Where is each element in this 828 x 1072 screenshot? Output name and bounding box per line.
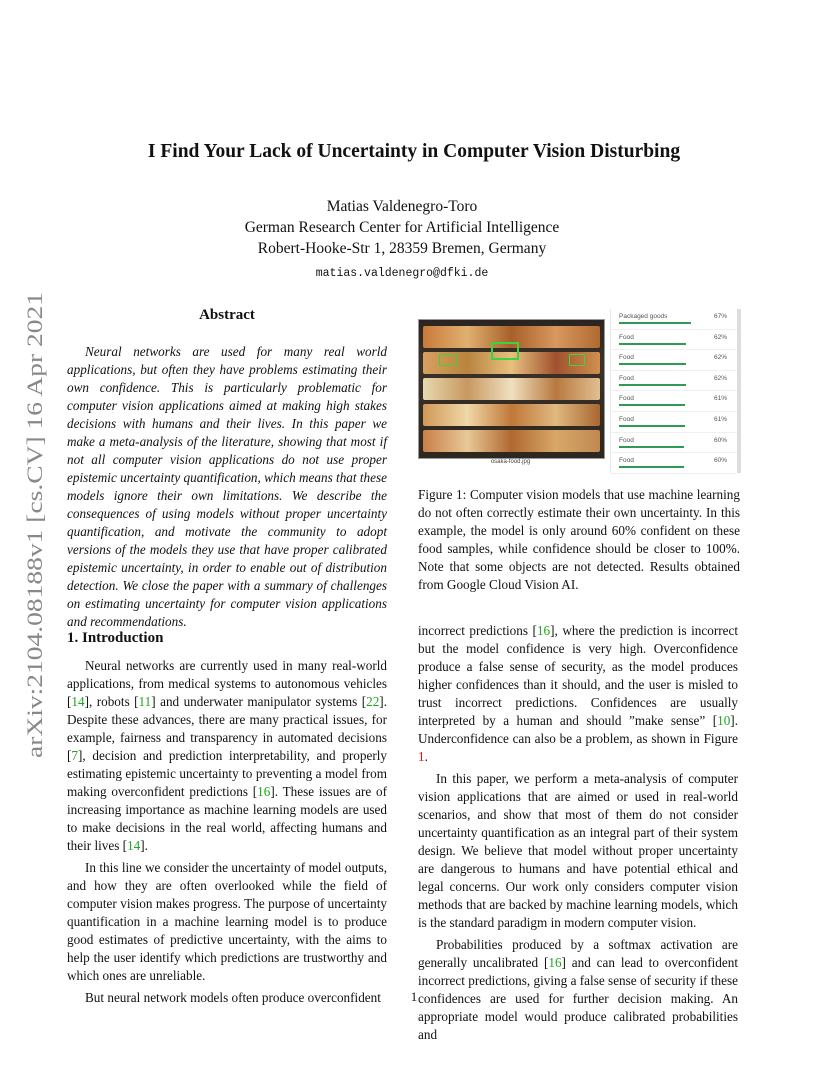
confidence-bar [619, 384, 686, 386]
prediction-label: Food [619, 415, 634, 423]
citation-link[interactable]: 16 [548, 955, 562, 970]
right-column [418, 622, 738, 1048]
prediction-label: Food [619, 436, 634, 444]
prediction-confidence: 61% [713, 415, 727, 423]
abstract-heading: Abstract [199, 307, 255, 323]
prediction-label: Packaged goods [619, 313, 668, 320]
figure-1 [418, 309, 738, 473]
detection-box [439, 354, 457, 366]
arxiv-id: arXiv:2104.08188v1 [cs.CV] 16 Apr 2021 [22, 385, 47, 758]
prediction-confidence: 67% [713, 313, 727, 320]
prediction-confidence: 62% [713, 354, 727, 362]
author-name: Matias Valdenegro-Toro [326, 198, 478, 215]
page-number: 1 [410, 989, 418, 1004]
confidence-bar [619, 466, 684, 468]
citation-link[interactable]: 16 [536, 623, 551, 638]
figure-ref-link[interactable]: 1 [418, 749, 425, 764]
intro-heading: 1. Introduction [67, 630, 164, 646]
citation-link[interactable]: 7 [71, 748, 78, 763]
prediction-row [611, 412, 737, 433]
confidence-bar [619, 343, 686, 345]
confidence-bar [619, 363, 686, 365]
author-address: Robert-Hooke-Str 1, 28359 Bremen, Germany [257, 240, 547, 257]
prediction-confidence: 60% [713, 457, 727, 465]
prediction-label: Food [619, 374, 634, 382]
prediction-label: Food [619, 457, 634, 465]
confidence-bar [619, 446, 684, 448]
prediction-label: Food [619, 354, 634, 362]
prediction-row [611, 350, 737, 371]
predictions-panel [610, 309, 741, 473]
intro-paragraph-3: But neural network models often produce overconfident [85, 990, 381, 1005]
detection-box [569, 354, 585, 366]
intro-paragraph-1: Neural networks are currently used in many real-world applications, from medical systems to autonomous vehicles [14], robots [11] and underwater manipulator systems [22]. Despite these advances, there are many practical issues, for example, fairness and transparency in automated decisions [7], decision and prediction interpretability, and properly estimating epistemic uncertainty to preventing a model from making overconfident predictions [16]. These issues are of increasing importance as machine learning models are used to make decisions in the real world, affecting humans and their lives [14]. [67, 658, 387, 853]
prediction-confidence: 62% [713, 333, 727, 341]
figure-caption: Figure 1: Computer vision models that use machine learning do not often correctly estimate their own uncertainty. In this example, the model is only around 60% confident on these food samples, while confidence should be closer to 100%. Note that some objects are not detected. Results obtained from Google Cloud Vision AI. [418, 487, 740, 592]
prediction-row [611, 309, 737, 330]
paper-title: I Find Your Lack of Uncertainty in Computer Vision Disturbing [147, 141, 681, 162]
abstract [67, 343, 387, 631]
image-filename: osaka-food.jpg [490, 459, 531, 465]
right-paragraph-1: incorrect predictions [16], where the prediction is incorrect but the model confidence is very high. Overconfidence produce a false sense of security, as the model produces higher confidences than it should, and the user is misled to trust incorrect predictions. Confidences are usually interpreted by a human and should ”make sense” [10]. Underconfidence can also be a problem, as shown in Figure 1. [418, 623, 738, 764]
citation-link[interactable]: 16 [257, 784, 271, 799]
citation-link[interactable]: 14 [127, 838, 141, 853]
confidence-bar [619, 404, 685, 406]
citation-link[interactable]: 14 [71, 694, 85, 709]
author-affiliation: German Research Center for Artificial Intelligence [244, 219, 560, 236]
right-paragraph-2: In this paper, we perform a meta-analysis of computer vision applications that are aimed or used in real-world scenarios, and show that most of them do not consider uncertainty quantification as an integral part of their system design. We believe that model without proper uncertainty are dangerous to humans and have potential ethical and legal concerns. Our work only considers computer vision methods that are backed by machine learning models, which is the standard paradigm in modern computer vision. [418, 771, 738, 930]
prediction-row [611, 371, 737, 392]
citation-link[interactable]: 11 [138, 694, 152, 709]
prediction-confidence: 61% [713, 395, 727, 403]
citation-link[interactable]: 22 [366, 694, 380, 709]
intro-section [67, 657, 387, 1011]
prediction-row [611, 391, 737, 412]
prediction-row [611, 453, 737, 474]
prediction-label: Food [619, 333, 634, 341]
author-block [0, 196, 804, 284]
prediction-confidence: 60% [713, 436, 727, 444]
food-display-photo [418, 319, 605, 459]
detection-box [491, 342, 519, 360]
arxiv-watermark [12, 290, 52, 760]
confidence-bar [619, 425, 685, 427]
prediction-row [611, 433, 737, 454]
right-paragraph-3: Probabilities produced by a softmax activation are generally uncalibrated [16] and can lead to overconfident incorrect predictions, giving a false sense of security if these confidences are used for further decision making. An appropriate model would produce calibrated probabilities and [418, 937, 739, 1042]
prediction-label: Food [619, 395, 634, 403]
citation-link[interactable]: 10 [717, 713, 731, 728]
prediction-row [611, 330, 737, 351]
confidence-bar [619, 322, 691, 324]
prediction-confidence: 62% [713, 374, 727, 382]
abstract-text: Neural networks are used for many real world applications, but often they have problems estimating their own confidence. This is particularly problematic for computer vision applications aimed at making high stakes decisions with humans and their lives. In this paper we make a meta-analysis of the literature, showing that most if not all computer vision applications do not use proper epistemic uncertainty quantification, which means that these models ignore their own limitations. We describe the consequences of using models without proper uncertainty quantification, and motivate the community to adopt versions of the models they use that have proper calibrated epistemic uncertainty, in order to enable out of distribution detection. We close the paper with a summary of challenges on estimating uncertainty for computer vision applications and recommendations. [67, 344, 387, 629]
author-email[interactable]: matias.valdenegro@dfki.de [315, 267, 489, 280]
intro-paragraph-2: In this line we consider the uncertainty of model outputs, and how they are often overlooked while the field of computer vision makes progress. The purpose of uncertainty quantification in a machine learning model is to produce good estimates of predictive uncertainty, with the aims to help the user identify which predictions are trustworthy and which ones are unreliable. [67, 860, 387, 983]
